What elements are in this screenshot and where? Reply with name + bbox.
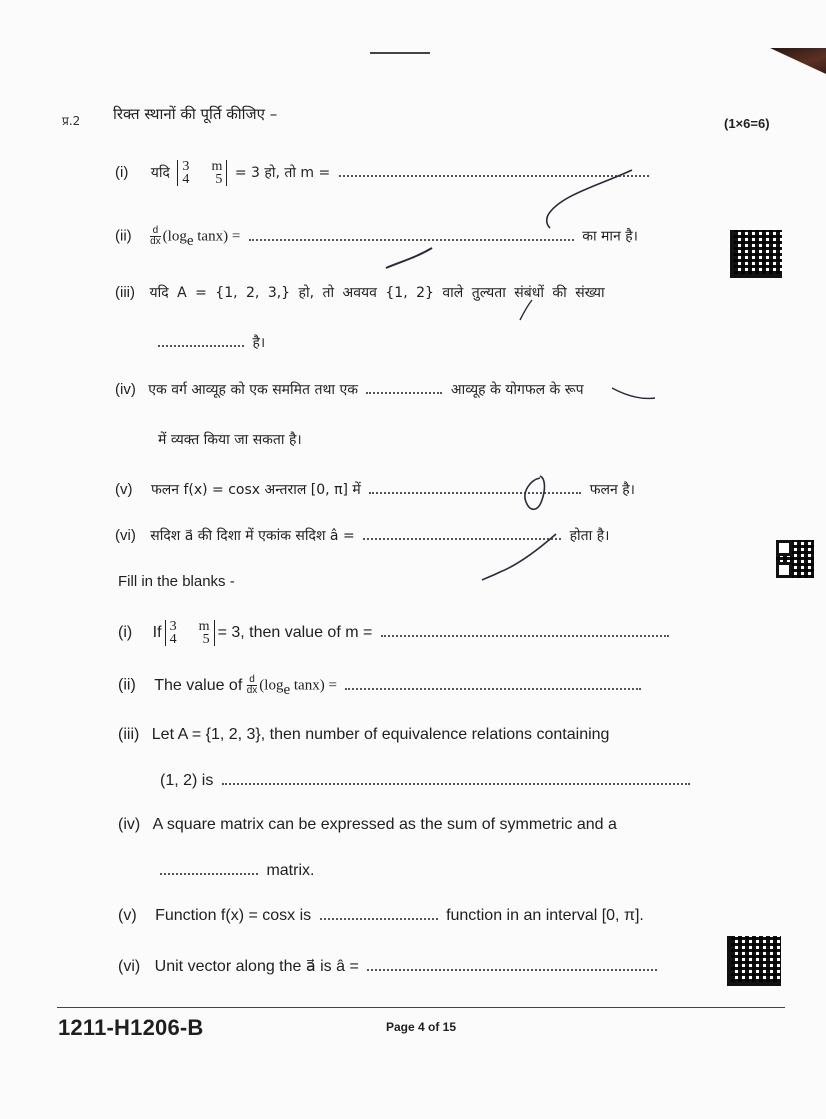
hindi-item-6: (vi) सदिश a⃗ की दिशा में एकांक सदिश â = होता है। xyxy=(115,527,610,544)
item-text: का मान है। xyxy=(582,228,638,245)
english-item-4: (iv) A square matrix can be expressed as the sum of symmetric and a xyxy=(118,816,617,833)
datamatrix-code-icon xyxy=(730,230,782,278)
page-corner-shadow xyxy=(770,48,826,74)
english-item-6: (vi) Unit vector along the a⃗ is â = xyxy=(118,956,661,976)
marks-badge: (1×6=6) xyxy=(724,116,770,131)
hindi-item-3 xyxy=(115,283,605,302)
question-title-hindi: रिक्त स्थानों की पूर्ति कीजिए – xyxy=(113,105,278,123)
answer-blank[interactable] xyxy=(345,687,641,690)
datamatrix-code-icon xyxy=(727,936,781,986)
english-item-1: (i) If 3 m 4 5 = 3, then value of m = xyxy=(118,620,673,646)
paper-code: 1211-H1206-B xyxy=(58,1015,204,1040)
derivative-fraction: $\frac{d}{dx}$ xyxy=(246,674,258,696)
hindi-item-4: (iv) एक वर्ग आव्यूह को एक सममित तथा एक आव्यूह के योगफल के रूप xyxy=(115,381,584,398)
item-label: (iv) xyxy=(118,816,141,833)
qr-code-icon xyxy=(776,540,814,578)
hindi-item-2: (ii) $\frac{d}{dx}$ ($\log_e$ tanx) = का मान है। xyxy=(115,225,638,249)
item-label: (v) xyxy=(118,907,137,924)
answer-blank[interactable] xyxy=(339,174,649,177)
answer-blank[interactable] xyxy=(367,968,657,971)
determinant: 3 m 4 5 xyxy=(177,160,227,186)
hindi-item-3-line2: है। xyxy=(158,333,265,352)
english-item-5: (v) Function f(x) = cosx is function in an interval [0, π]. xyxy=(118,907,644,924)
english-item-2: (ii) The value of $\frac{d}{dx}$ ($\log_e$ tanx) = xyxy=(118,675,645,699)
item-label: (iv) xyxy=(115,381,136,398)
question-number: प्र.2 xyxy=(62,114,81,128)
item-label: (vi) xyxy=(115,527,136,544)
top-rule xyxy=(370,52,430,54)
answer-blank[interactable] xyxy=(249,238,574,241)
answer-blank[interactable] xyxy=(366,391,442,394)
item-label: (vi) xyxy=(118,958,141,975)
answer-blank[interactable] xyxy=(363,537,561,540)
english-item-4-line2: matrix. xyxy=(160,862,314,880)
item-label: (i) xyxy=(115,164,129,182)
page-number: Page 4 of 15 xyxy=(386,1020,457,1034)
english-item-3-line2: (1, 2) is xyxy=(160,772,694,790)
answer-blank[interactable] xyxy=(369,491,581,494)
english-item-3: (iii) Let A = {1, 2, 3}, then number of equivalence relations containing xyxy=(118,726,610,743)
item-label: (ii) xyxy=(118,676,136,694)
item-label: (ii) xyxy=(115,227,132,245)
hindi-item-5: (v) फलन f(x) = cosx अन्तराल [0, π] में फलन है। xyxy=(115,481,635,498)
answer-blank[interactable] xyxy=(158,344,244,347)
hindi-item-1 xyxy=(115,160,653,186)
item-text: यदि A = {1, 2, 3,} हो, तो अवयव {1, 2} वाले तुल्यता संबंधों की संख्या xyxy=(149,285,605,301)
item-text: = 3 हो, तो m = xyxy=(234,165,331,182)
answer-blank[interactable] xyxy=(381,634,669,637)
item-label: (i) xyxy=(118,624,133,642)
answer-blank[interactable] xyxy=(160,872,258,875)
item-label: (iii) xyxy=(118,726,140,743)
footer-rule xyxy=(57,1007,785,1008)
answer-blank[interactable] xyxy=(320,917,438,920)
hindi-item-4-line2: में व्यक्त किया जा सकता है। xyxy=(158,432,302,448)
determinant: 3 m 4 5 xyxy=(165,620,215,646)
answer-blank[interactable] xyxy=(222,782,690,785)
item-label: (v) xyxy=(115,481,133,498)
derivative-fraction: $\frac{d}{dx}$ xyxy=(150,225,161,247)
item-label: (iii) xyxy=(115,284,135,301)
item-text: यदि xyxy=(150,165,170,182)
english-section-title: Fill in the blanks - xyxy=(118,573,235,590)
